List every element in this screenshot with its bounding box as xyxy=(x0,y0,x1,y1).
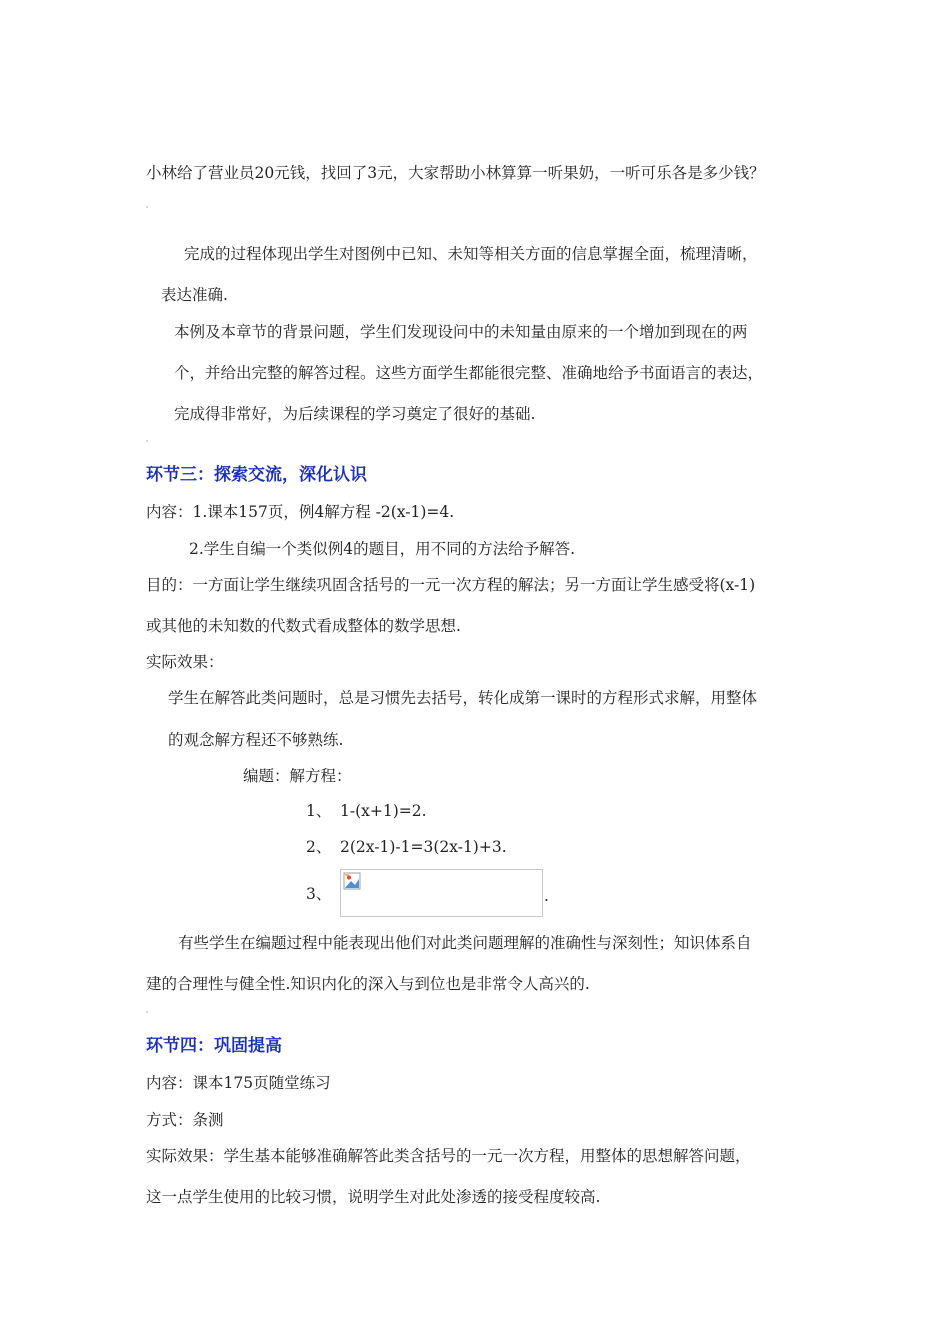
section4-effect-line2: 这一点学生使用的比较习惯，说明学生对此处渗透的接受程度较高. xyxy=(146,1188,601,1206)
paragraph-example-line1: 本例及本章节的背景问题，学生们发现设问中的未知量由原来的一个增加到现在的两 xyxy=(174,323,748,341)
section3-effect-line1: 学生在解答此类问题时，总是习惯先去括号，转化成第一课时的方程形式求解，用整体 xyxy=(168,689,758,707)
section3-purpose-line2: 或其他的未知数的代数式看成整体的数学思想. xyxy=(146,617,461,635)
equation-text: . xyxy=(544,887,549,905)
section3-task-label: 编题：解方程： xyxy=(243,767,352,785)
equation-number: 1、 xyxy=(306,802,332,820)
equation-number: 2、 xyxy=(306,838,332,856)
section3-content-line1: 内容：1.课本157页，例4解方程 -2(x-1)=4. xyxy=(146,503,455,521)
section4-heading: 环节四：巩固提高 xyxy=(146,1036,282,1056)
section3-effect-line2: 的观念解方程还不够熟练. xyxy=(168,731,344,749)
section3-summary-line1: 有些学生在编题过程中能表现出他们对此类问题理解的准确性与深刻性；知识体系自 xyxy=(178,934,752,952)
section4-effect-line1: 实际效果：学生基本能够准确解答此类含括号的一元一次方程，用整体的思想解答问题， xyxy=(146,1147,751,1165)
paragraph-question: 小林给了营业员20元钱，找回了3元，大家帮助小林算算一听果奶，一听可乐各是多少钱？ xyxy=(146,164,765,182)
paragraph-evaluation-line2: 表达准确. xyxy=(161,286,228,304)
section3-effect-label: 实际效果： xyxy=(146,653,224,671)
paragraph-mark xyxy=(146,1011,148,1013)
equation-text: 1-(x+1)=2. xyxy=(340,802,427,820)
section3-content-line2: 2.学生自编一个类似例4的题目，用不同的方法给予解答. xyxy=(189,540,576,558)
section3-purpose-line1: 目的：一方面让学生继续巩固含括号的一元一次方程的解法；另一方面让学生感受将(x-1) xyxy=(146,576,756,594)
section3-heading: 环节三：探索交流，深化认识 xyxy=(146,465,367,485)
paragraph-mark xyxy=(146,440,148,442)
equation-image-placeholder xyxy=(340,869,543,917)
section4-method: 方式：条测 xyxy=(146,1111,224,1129)
paragraph-mark xyxy=(146,206,148,208)
equation-text: 2(2x-1)-1=3(2x-1)+3. xyxy=(340,838,507,856)
paragraph-evaluation-line1: 完成的过程体现出学生对图例中已知、未知等相关方面的信息掌握全面，梳理清晰， xyxy=(184,245,758,263)
section4-content: 内容：课本175页随堂练习 xyxy=(146,1074,331,1092)
paragraph-example-line2: 个，并给出完整的解答过程。这些方面学生都能很完整、准确地给予书面语言的表达， xyxy=(174,364,764,382)
broken-image-icon xyxy=(343,872,361,890)
section3-summary-line2: 建的合理性与健全性.知识内化的深入与到位也是非常令人高兴的. xyxy=(146,975,590,993)
paragraph-example-line3: 完成得非常好，为后续课程的学习奠定了很好的基础. xyxy=(174,405,536,423)
equation-number: 3、 xyxy=(306,885,332,903)
